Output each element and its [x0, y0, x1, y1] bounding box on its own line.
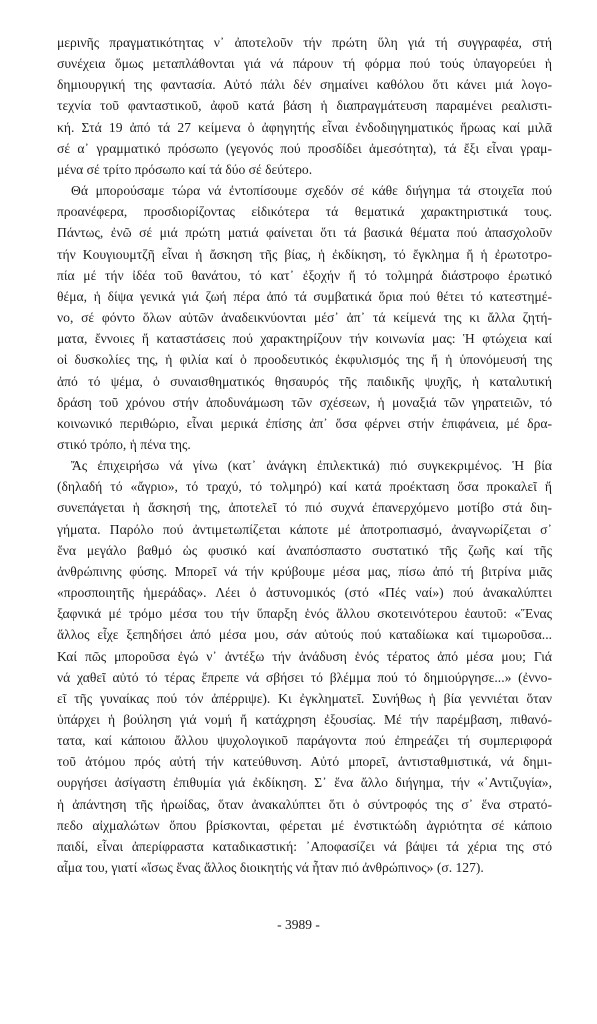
text-line: δημιουργική της φαντασία. Αὐτό πάλι δέν σημαίνει καθόλου ὅτι κάνει μιά λογο-	[57, 77, 552, 93]
page-number: - 3989 -	[277, 917, 320, 932]
text-line: τήν Κουγιουμτζῆ εἶναι ἡ ἄσκηση τῆς βίας, ἡ ἐκδίκηση, τό ἔγκλημα ἤ ἡ ἐρωτοτρο-	[57, 246, 552, 262]
text-line: αἷμα του, γιατί «ἴσως ἕνας ἄλλος διοικητής νά ἦταν πιό ἀνθρώπινος» (σ. 127).	[57, 860, 484, 876]
text-line: δράση τοῦ χρόνου στήν ἀποδυνάμωση τῶν σχέσεων, ἡ μοναξιά τῶν γηρατειῶν, τό	[57, 394, 552, 410]
text-line: ἕνα μεγάλο βαθμό ὡς φυσικό καί ἀναπόσπαστο συστατικό τῆς ζωῆς καί τῆς	[57, 542, 552, 558]
text-line: εῖ τῆς γυναίκας πού τόν ἀπέρριψε). Κι ἐγκληματεῖ. Συνήθως ἡ βία γεννιέται ὅταν	[57, 690, 552, 706]
text-line: Καί πῶς μποροῦσα ἐγώ ν᾽ ἀντέξω τήν ἀνάδυση ἑνός τέρατος ἀπό μέσα μου; Γιά	[57, 648, 552, 664]
text-line: ἡ ἀπάντηση τῆς ἡρωίδας, ὅταν ἀνακαλύπτει ὅτι ὁ σύντροφός της σ᾽ ἕνα στρατό-	[57, 796, 552, 812]
text-line: συνεπάγεται ἡ ἄσκησή της, ἀποτελεῖ τό πιό συχνά ἐπανερχόμενο μοτίβο στά διη-	[57, 500, 552, 516]
text-line: Ἄς ἐπιχειρήσω νά γίνω (κατ᾽ ἀνάγκη ἐπιλεκτικά) πιό συγκεκριμένος. Ἡ βία	[71, 458, 552, 474]
text-line: Θά μπορούσαμε τώρα νά ἐντοπίσουμε σχεδόν σέ κάθε διήγημα τά στοιχεῖα πού	[71, 183, 552, 199]
paragraph	[57, 455, 552, 878]
text-line: πεδο αἰχμαλώτων ὅπου βρίσκονται, φέρεται μέ ἐνστικτώδη ἀγριότητα σέ κάποιο	[57, 817, 552, 833]
text-line: τεχνία τοῦ φανταστικοῦ, ἀφοῦ κατά βάση ἡ διαπραγμάτευση παραμένει ρεαλιστι-	[57, 98, 552, 114]
text-line: «προσποιητῆς ἡμεράδας». Λέει ὁ ἀστυνομικός (στό «Πές ναί») πού ἀνακαλύπτει	[57, 585, 552, 601]
text-line: στικό τρόπο, ἡ πένα της.	[57, 436, 191, 452]
text-line: μερινῆς πραγματικότητας ν᾽ ἀποτελοῦν τήν πρώτη ὕλη γιά τή συγγραφέα, στή	[57, 35, 552, 50]
text-line: (δηλαδή τό «ἄγριο», τό τραχύ, τό τολμηρό) καί κατά προέκταση ὅσα προκαλεῖ ἤ	[57, 479, 552, 495]
text-line: ἀνθρώπινης φύσης. Μπορεῖ νά τήν κρύβουμε μέσα μας, πίσω ἀπό τή βιτρίνα μιᾶς	[57, 563, 552, 579]
text-line: κή. Στά 19 ἀπό τά 27 κείμενα ὁ ἀφηγητής εἶναι ἐνδοδιηγηματικός ἥρωας καί μιλᾶ	[57, 119, 552, 135]
text-line: τοῦ ἀτόμου πρός αὐτή τήν κατεύθυνση. Αὐτό μπορεῖ, ἀντισταθμιστικά, νά δημι-	[57, 754, 552, 770]
text-line: οἱ δυσκολίες της, ἡ φιλία καί ὁ προοδευτικός ἐκφυλισμός της ἤ ἡ ὑπονόμευσή της	[57, 352, 552, 368]
text-line: σέ α᾽ γραμματικό πρόσωπο (γεγονός πού προσδίδει ἀμεσότητα), τά ἔξι εἶναι γραμ-	[57, 140, 552, 156]
text-line: ἀπό τό ψέμα, ὁ συναισθηματικός θησαυρός τῆς παιδικῆς ψυχῆς, ἡ καταλυτική	[57, 373, 552, 389]
text-line: ὑπάρχει ἡ βούληση γιά νομή ἤ κατάχρηση ἐξουσίας. Μέ τήν παρέμβαση, πιθανό-	[57, 712, 552, 727]
text-line: ἄλλος εἶχε ξεπηδήσει ἀπό μέσα μου, σάν αὐτούς πού καταδίωκα καί τιμωροῦσα...	[57, 627, 552, 643]
text-line: τατα, καί κάποιου ἄλλου ψυχολογικοῦ παράγοντα πού ἐπηρεάζει τή συμπεριφορά	[57, 733, 552, 749]
text-line: ματα, ἔννοιες ἤ καταστάσεις πού χαρακτηρίζουν τήν κοινωνία μας: Ἡ φτώχεια καί	[57, 331, 552, 347]
text-line: προανέφερα, προσδιορίζοντας εἰδικότερα τά θεματικά χαρακτηριστικά τους.	[57, 204, 552, 220]
text-line: νά χαθεῖ αὐτό τό τέρας ἔπρεπε νά σβήσει τό βλέμμα πού τό δημιούργησε...» (ἐννο-	[57, 669, 552, 685]
paragraph	[57, 32, 552, 180]
text-line: ουργήσει ἀσίγαστη ἐπιθυμία γιά ἐκδίκηση. Σ᾽ ἕνα ἄλλο διήγημα, τήν «᾽Αντιζυγία»,	[57, 775, 552, 791]
text-line: νο, σέ φόντο ὅλων αὐτῶν ἀναδεικνύονται μέσ᾽ ἀπ᾽ τά κείμενά της κι ἄλλα ζητή-	[57, 310, 552, 326]
text-line: ξαφνικά μέ τρόμο μέσα του τήν ὕπαρξη ἑνός ἄλλου σκοτεινότερου ἑαυτοῦ: «Ἕνας	[57, 606, 552, 622]
paragraph	[57, 180, 552, 455]
text-line: πία μέ τήν ἰδέα τοῦ θανάτου, τό κατ᾽ ἐξοχήν ἤ τό τολμηρά διάστροφο ἐρωτικό	[57, 267, 552, 283]
text-line: κοινωνικό περιθώριο, εἶναι μερικά ἐπίσης ἀπ᾽ ὅσα φέρνει στήν ἐπιφάνεια, μέ δρα-	[57, 415, 552, 431]
text-line: παιδί, εἶναι ἀπερίφραστα καταδικαστική: ᾽Αποφασίζει νά βάψει τά χέρια της στό	[57, 838, 552, 854]
body-text	[57, 32, 552, 878]
text-line: μένα σέ τρίτο πρόσωπο καί τά δύο σέ δεύτερο.	[57, 161, 313, 177]
text-line: Πάντως, ἐνῶ σέ μιά πρώτη ματιά φαίνεται ὅτι τά βασικά θέματα πού ἀπασχολοῦν	[57, 225, 552, 241]
text-line: θέμα, ἡ δίψα γενικά γιά ζωή πέρα ἀπό τά συμβατικά ὅρια πού θέτει τό κατεστημέ-	[57, 288, 552, 304]
text-line: γήματα. Παρόλο πού ἀντιμετωπίζεται κάποτε μέ ἀποτροπιασμό, ἀναγνωρίζεται σ᾽	[57, 521, 552, 537]
text-line: συνέχεια ὅμως μεταπλάθονται γιά νά πάρουν τή φόρμα πού τούς ὑπαγορεύει ἡ	[57, 56, 552, 72]
